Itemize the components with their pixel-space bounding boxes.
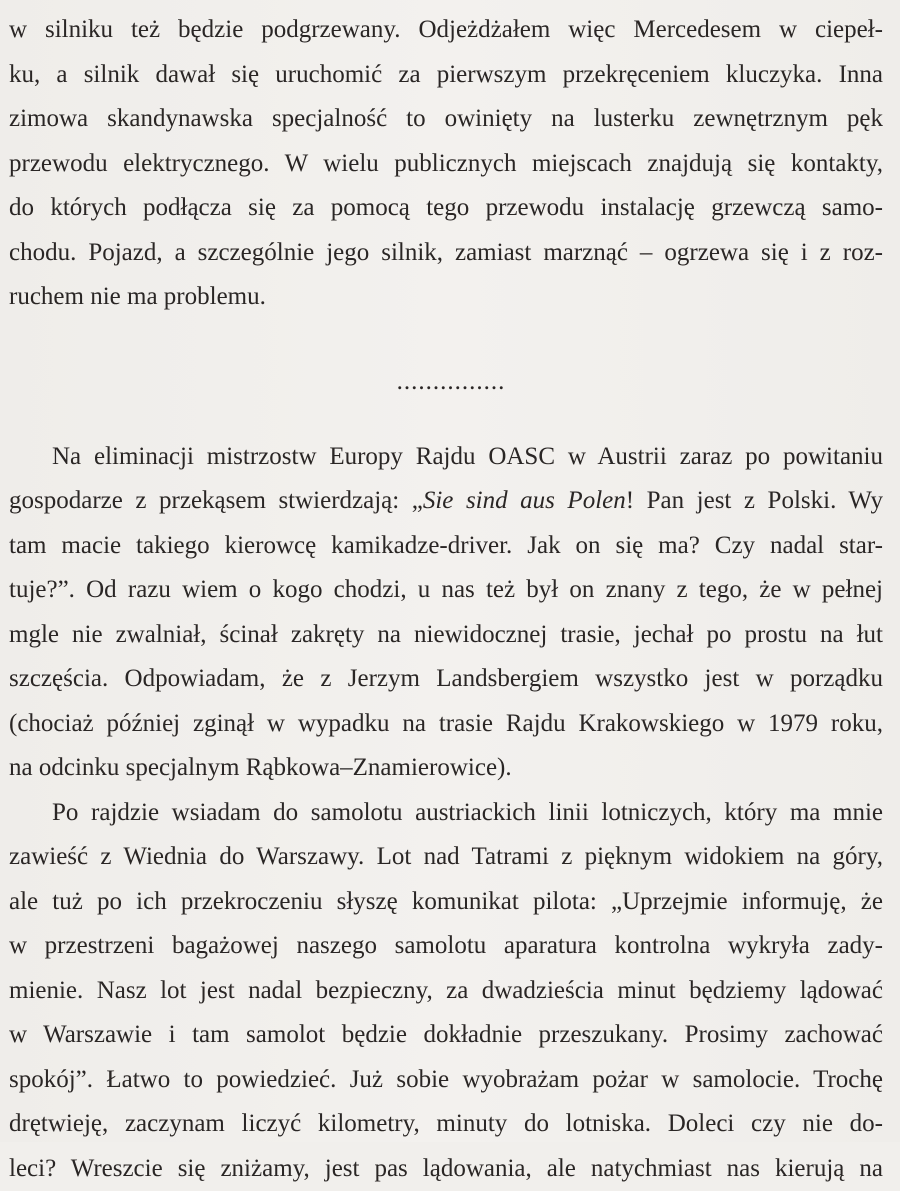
text-line xyxy=(9,479,883,524)
text-line: mgle nie zwalniał, ścinał zakręty na niewidocznej trasie, jechał po prostu na łut xyxy=(9,613,883,658)
text-line: tam macie takiego kierowcę kamikadze-driver. Jak on się ma? Czy nadal star- xyxy=(9,524,883,569)
text-line: (chociaż później zginął w wypadku na trasie Rajdu Krakowskiego w 1979 roku, xyxy=(9,702,883,747)
text-line: leci? Wreszcie się zniżamy, jest pas lądowania, ale natychmiast nas kierują na xyxy=(9,1147,883,1191)
text-line: drętwieję, zaczynam liczyć kilometry, minuty do lotniska. Doleci czy nie do- xyxy=(9,1102,883,1147)
text-line: tuje?”. Od razu wiem o kogo chodzi, u nas też był on znany z tego, że w pełnej xyxy=(9,568,883,613)
text-line: Po rajdzie wsiadam do samolotu austriackich linii lotniczych, który ma mnie xyxy=(9,791,883,836)
text-fragment: gospodarze z przekąsem stwierdzają: „ xyxy=(9,487,423,514)
text-line: w przestrzeni bagażowej naszego samolotu aparatura kontrolna wykryła zady- xyxy=(9,924,883,969)
section-spacer xyxy=(9,320,883,360)
section-spacer xyxy=(9,404,883,435)
text-line: na odcinku specjalnym Rąbkowa–Znamierowice). xyxy=(9,746,883,791)
text-line: zawieść z Wiednia do Warszawy. Lot nad Tatrami z pięknym widokiem na góry, xyxy=(9,835,883,880)
text-line: zimowa skandynawska specjalność to owinięty na lusterku zewnętrznym pęk xyxy=(9,97,883,142)
text-line: w silniku też będzie podgrzewany. Odjeżdżałem więc Mercedesem w ciepeł- xyxy=(9,8,883,53)
paragraph-2 xyxy=(9,435,883,791)
text-fragment: ! Pan jest z Polski. Wy xyxy=(626,487,883,514)
text-line: ku, a silnik dawał się uruchomić za pierwszym przekręceniem kluczyka. Inna xyxy=(9,53,883,98)
text-line: chodu. Pojazd, a szczególnie jego silnik, zamiast marznąć – ogrzewa się i z roz- xyxy=(9,231,883,276)
text-line: ale tuż po ich przekroczeniu słyszę komunikat pilota: „Uprzejmie informuję, że xyxy=(9,880,883,925)
text-line: przewodu elektrycznego. W wielu publicznych miejscach znajdują się kontakty, xyxy=(9,142,883,187)
text-line: Na eliminacji mistrzostw Europy Rajdu OASC w Austrii zaraz po powitaniu xyxy=(9,435,883,480)
text-line: do których podłącza się za pomocą tego przewodu instalację grzewczą samo- xyxy=(9,186,883,231)
text-line: ruchem nie ma problemu. xyxy=(9,275,883,320)
paragraph-3 xyxy=(9,791,883,1191)
text-line: mienie. Nasz lot jest nadal bezpieczny, za dwadzieścia minut będziemy lądować xyxy=(9,969,883,1014)
text-line: w Warszawie i tam samolot będzie dokładnie przeszukany. Prosimy zachować xyxy=(9,1013,883,1058)
italic-phrase: Sie sind aus Polen xyxy=(423,487,626,514)
text-line: spokój”. Łatwo to powiedzieć. Już sobie wyobrażam pożar w samolocie. Trochę xyxy=(9,1058,883,1103)
section-separator: ............... xyxy=(9,360,883,404)
text-line: szczęścia. Odpowiadam, że z Jerzym Landsbergiem wszystko jest w porządku xyxy=(9,657,883,702)
paragraph-1 xyxy=(9,8,883,320)
